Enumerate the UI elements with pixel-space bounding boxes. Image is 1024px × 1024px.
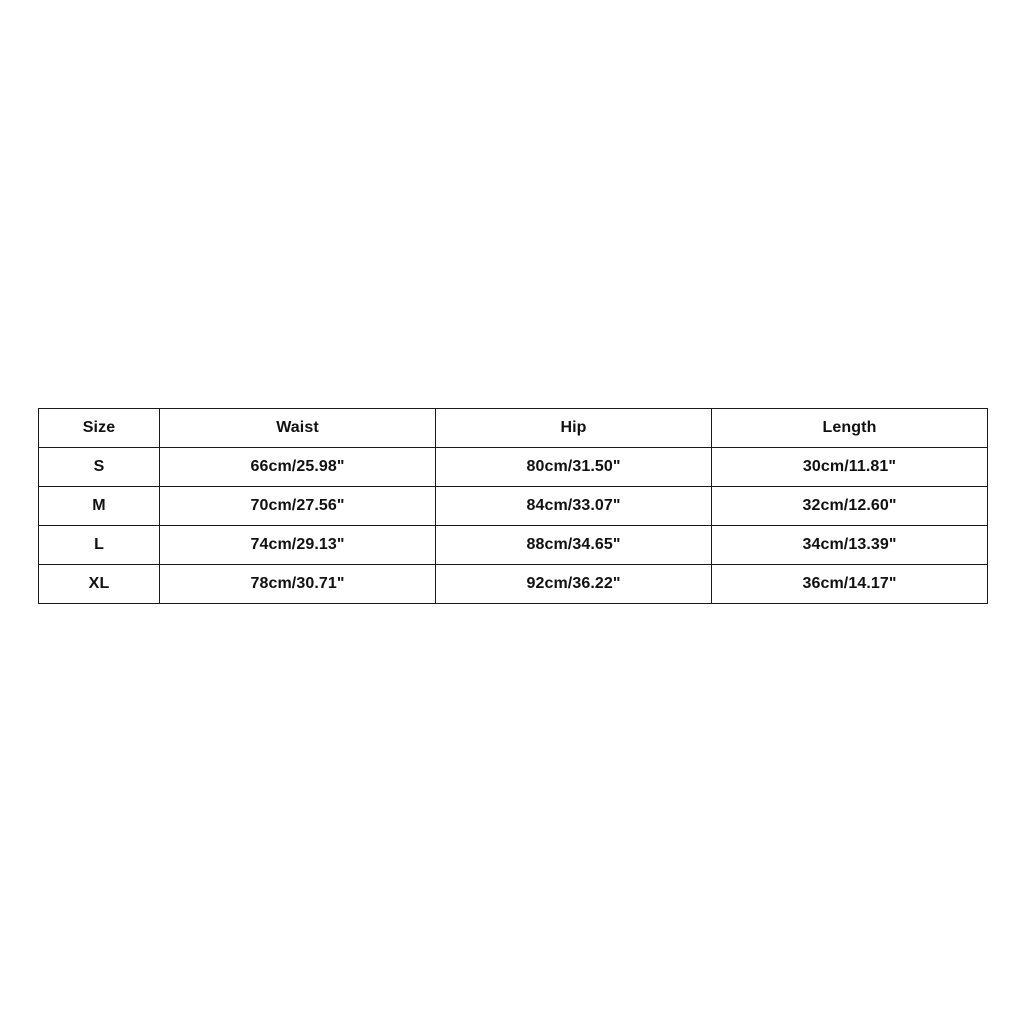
cell-hip: 80cm/31.50" bbox=[436, 448, 712, 487]
header-length: Length bbox=[712, 409, 988, 448]
table-row bbox=[39, 448, 988, 487]
header-waist: Waist bbox=[160, 409, 436, 448]
header-hip: Hip bbox=[436, 409, 712, 448]
cell-length: 36cm/14.17" bbox=[712, 565, 988, 604]
cell-hip: 84cm/33.07" bbox=[436, 487, 712, 526]
cell-size: M bbox=[39, 487, 160, 526]
cell-hip: 88cm/34.65" bbox=[436, 526, 712, 565]
table-row bbox=[39, 487, 988, 526]
table-header-row bbox=[39, 409, 988, 448]
cell-size: L bbox=[39, 526, 160, 565]
cell-waist: 74cm/29.13" bbox=[160, 526, 436, 565]
cell-size: XL bbox=[39, 565, 160, 604]
cell-length: 30cm/11.81" bbox=[712, 448, 988, 487]
cell-hip: 92cm/36.22" bbox=[436, 565, 712, 604]
cell-length: 34cm/13.39" bbox=[712, 526, 988, 565]
cell-waist: 78cm/30.71" bbox=[160, 565, 436, 604]
size-chart-table bbox=[38, 408, 988, 604]
cell-length: 32cm/12.60" bbox=[712, 487, 988, 526]
cell-size: S bbox=[39, 448, 160, 487]
table-row bbox=[39, 565, 988, 604]
table-row bbox=[39, 526, 988, 565]
header-size: Size bbox=[39, 409, 160, 448]
cell-waist: 70cm/27.56" bbox=[160, 487, 436, 526]
cell-waist: 66cm/25.98" bbox=[160, 448, 436, 487]
